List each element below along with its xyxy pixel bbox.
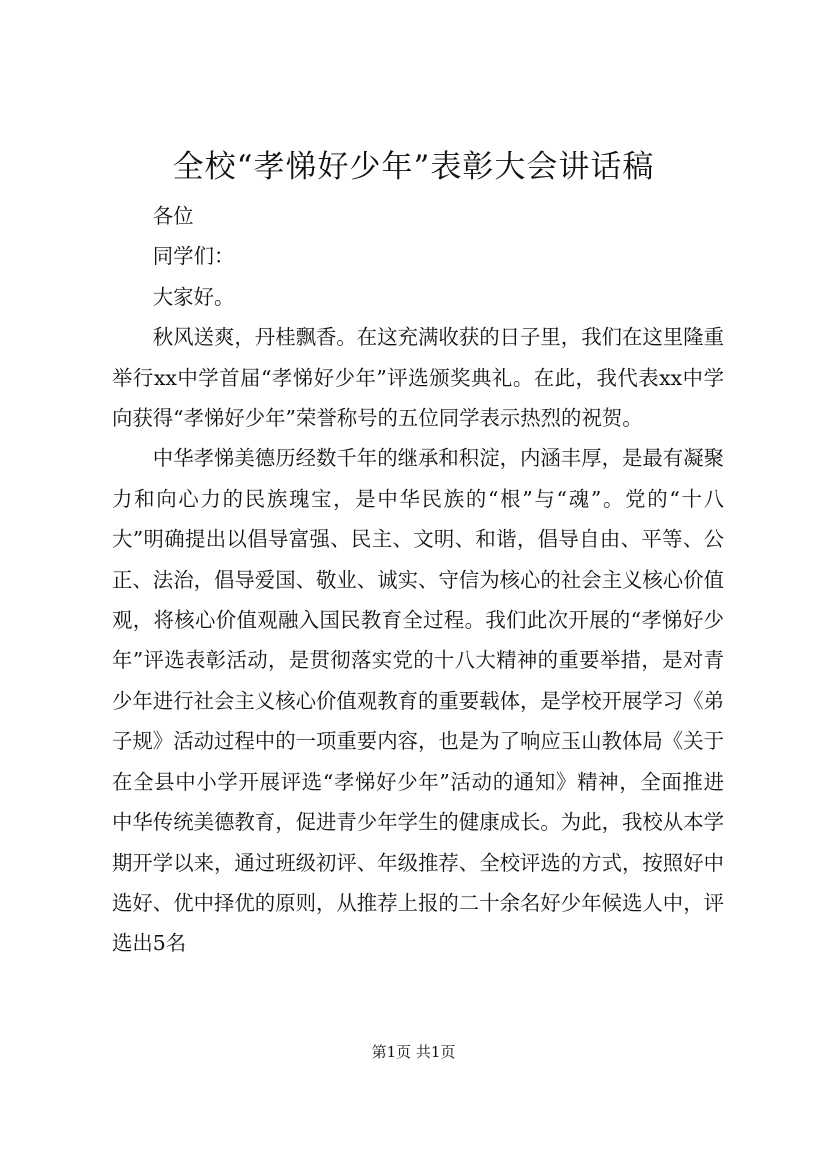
- paragraph-greeting: 大家好。: [152, 284, 235, 309]
- document-title: 全校“孝悌好少年”表彰大会讲话稿: [172, 149, 655, 185]
- document-body: [112, 196, 724, 964]
- paragraph-main: 中华孝悌美德历经数千年的继承和积淀，内涵丰厚，是最有凝聚力和向心力的民族瑰宝，是中华民族的“根”与“魂”。党的“十八大”明确提出以倡导富强、民主、文明、和谐，倡导自由、平等、公正、法治，倡导爱国、敬业、诚实、守信为核心的社会主义核心价值观，将核心价值观融入国民教育全过程。我们此次开展的“孝悌好少年”评选表彰活动，是贯彻落实党的十八大精神的重要举措，是对青少年进行社会主义核心价值观教育的重要载体，是学校开展学习《弟子规》活动过程中的一项重要内容，也是为了响应玉山教体局《关于在全县中小学开展评选“孝悌好少年”活动的通知》精神，全面推进中华传统美德教育，促进青少年学生的健康成长。为此，我校从本学期开学以来，通过班级初评、年级推荐、全校评选的方式，按照好中选好、优中择优的原则，从推荐上报的二十余名好少年候选人中，评选出5名: [112, 446, 724, 956]
- page-footer: 第1页 共1页: [371, 1043, 456, 1061]
- paragraph-salutation-2: 同学们：: [152, 244, 235, 269]
- paragraph-salutation-1: 各位: [152, 204, 194, 228]
- paragraph-opening: 秋风送爽，丹桂飘香。在这充满收获的日子里，我们在这里隆重举行xx中学首届“孝悌好少年”评选颁奖典礼。在此，我代表xx中学向获得“孝悌好少年”荣誉称号的五位同学表示热烈的祝贺。: [112, 325, 724, 431]
